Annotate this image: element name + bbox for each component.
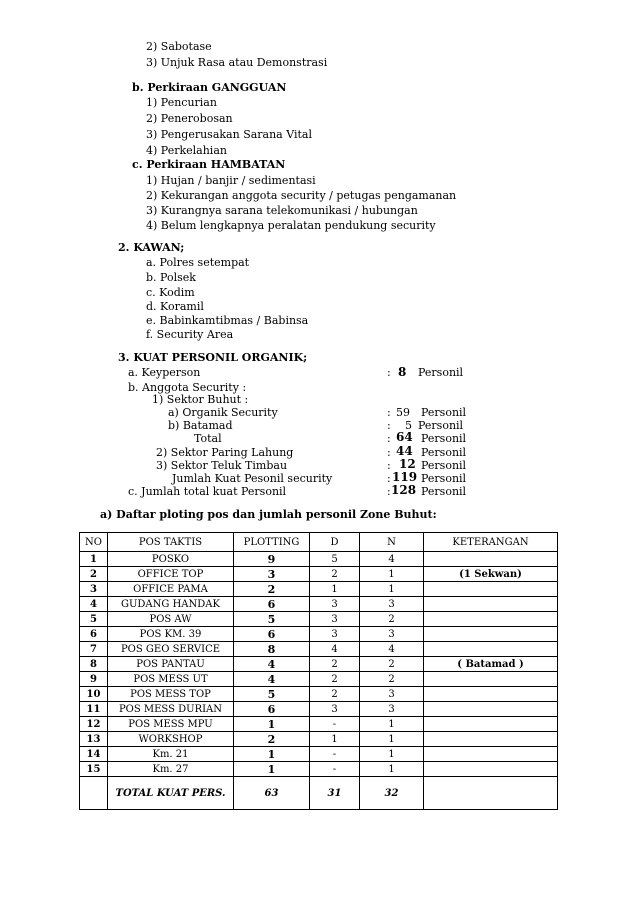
table-row	[80, 717, 558, 732]
cell-plotting: 6	[234, 627, 310, 642]
table-row	[80, 687, 558, 702]
cell-plotting: 5	[234, 687, 310, 702]
personil-colon: :	[387, 419, 391, 432]
personil-label: b) Batamad	[168, 419, 233, 432]
cell-d: 4	[310, 642, 360, 657]
cell-plotting: 1	[234, 747, 310, 762]
col-header-pos: POS TAKTIS	[108, 533, 234, 552]
list-item: a. Polres setempat	[146, 256, 250, 269]
cell-keterangan	[424, 747, 558, 762]
cell-pos: POS GEO SERVICE	[108, 642, 234, 657]
list-item: 3) Pengerusakan Sarana Vital	[146, 128, 313, 141]
cell-d: 2	[310, 687, 360, 702]
personil-colon: :	[387, 485, 391, 498]
table-row	[80, 567, 558, 582]
list-item: 4) Perkelahian	[146, 144, 227, 157]
personil-unit: Personil	[421, 485, 467, 498]
table-row	[80, 657, 558, 672]
cell-n: 1	[360, 717, 424, 732]
cell-pos: WORKSHOP	[108, 732, 234, 747]
personil-label: a) Organik Security	[168, 406, 278, 419]
cell-no: 8	[80, 657, 108, 672]
cell-no: 12	[80, 717, 108, 732]
cell-d: -	[310, 747, 360, 762]
cell-keterangan	[424, 702, 558, 717]
cell-pos: POS KM. 39	[108, 627, 234, 642]
cell-pos: POS MESS UT	[108, 672, 234, 687]
section-heading-hambatan: c. Perkiraan HAMBATAN	[132, 158, 286, 171]
cell-no: 7	[80, 642, 108, 657]
list-item: 3) Unjuk Rasa atau Demonstrasi	[146, 56, 328, 69]
cell-d: 1	[310, 732, 360, 747]
table-row	[80, 552, 558, 567]
cell-no: 5	[80, 612, 108, 627]
cell-n: 3	[360, 627, 424, 642]
cell-d: 2	[310, 672, 360, 687]
personil-unit: Personil	[421, 446, 467, 459]
cell-d: 3	[310, 627, 360, 642]
cell-n: 2	[360, 612, 424, 627]
cell-pos: Km. 27	[108, 762, 234, 777]
personil-value: 8	[398, 365, 407, 379]
total-label: TOTAL KUAT PERS.	[108, 777, 234, 810]
cell-pos: GUDANG HANDAK	[108, 597, 234, 612]
cell-plotting: 1	[234, 717, 310, 732]
personil-label: c. Jumlah total kuat Personil	[128, 485, 287, 498]
personil-colon: :	[387, 472, 391, 485]
cell-no: 2	[80, 567, 108, 582]
total-plotting: 63	[234, 777, 310, 810]
personil-colon: :	[387, 406, 391, 419]
table-row	[80, 747, 558, 762]
cell-d: 2	[310, 657, 360, 672]
cell-pos: OFFICE TOP	[108, 567, 234, 582]
cell-d: 1	[310, 582, 360, 597]
personil-colon: :	[387, 459, 391, 472]
list-item: d. Koramil	[146, 300, 204, 313]
personil-unit: Personil	[418, 366, 464, 379]
cell-n: 1	[360, 567, 424, 582]
cell-keterangan	[424, 552, 558, 567]
cell-plotting: 2	[234, 582, 310, 597]
cell-pos: POS MESS TOP	[108, 687, 234, 702]
col-header-keterangan: KETERANGAN	[424, 533, 558, 552]
personil-unit: Personil	[418, 419, 464, 432]
col-header-no: NO	[80, 533, 108, 552]
cell-no: 4	[80, 597, 108, 612]
table-row	[80, 672, 558, 687]
cell-d: -	[310, 762, 360, 777]
cell-pos: POS MESS DURIAN	[108, 702, 234, 717]
cell-n: 4	[360, 642, 424, 657]
cell-plotting: 5	[234, 612, 310, 627]
personil-unit: Personil	[421, 472, 467, 485]
personil-label: Total	[194, 432, 222, 445]
section-heading-kuat-personil: 3. KUAT PERSONIL ORGANIK;	[118, 351, 308, 364]
personil-value: 128	[391, 483, 417, 497]
list-item: f. Security Area	[146, 328, 234, 341]
cell-no: 3	[80, 582, 108, 597]
personil-unit: Personil	[421, 406, 467, 419]
cell-no: 13	[80, 732, 108, 747]
cell-n: 2	[360, 672, 424, 687]
table-row	[80, 642, 558, 657]
cell-d: 3	[310, 702, 360, 717]
table-row	[80, 612, 558, 627]
list-item: c. Kodim	[146, 286, 195, 299]
cell-plotting: 1	[234, 762, 310, 777]
list-item: 4) Belum lengkapnya peralatan pendukung security	[146, 219, 436, 232]
table-row	[80, 627, 558, 642]
plotting-table	[79, 532, 558, 810]
cell-plotting: 2	[234, 732, 310, 747]
cell-n: 3	[360, 702, 424, 717]
cell-n: 2	[360, 657, 424, 672]
cell-d: 2	[310, 567, 360, 582]
cell-no	[80, 777, 108, 810]
cell-plotting: 8	[234, 642, 310, 657]
personil-label: 1) Sektor Buhut :	[152, 393, 249, 406]
personil-value: 119	[392, 470, 418, 484]
cell-n: 1	[360, 732, 424, 747]
cell-keterangan: ( Batamad )	[424, 657, 558, 672]
table-row	[80, 702, 558, 717]
table-row	[80, 762, 558, 777]
personil-colon: :	[387, 446, 391, 459]
cell-keterangan	[424, 717, 558, 732]
cell-plotting: 6	[234, 702, 310, 717]
cell-no: 9	[80, 672, 108, 687]
cell-keterangan	[424, 612, 558, 627]
cell-no: 15	[80, 762, 108, 777]
personil-label: 3) Sektor Teluk Timbau	[156, 459, 288, 472]
cell-no: 14	[80, 747, 108, 762]
list-item: 1) Pencurian	[146, 96, 217, 109]
cell-n: 1	[360, 762, 424, 777]
table-total-row	[80, 777, 558, 810]
cell-plotting: 3	[234, 567, 310, 582]
table-row	[80, 597, 558, 612]
personil-value: 44	[396, 444, 413, 458]
personil-value: 12	[399, 457, 416, 471]
table-row	[80, 582, 558, 597]
total-n: 32	[360, 777, 424, 810]
cell-d: -	[310, 717, 360, 732]
cell-d: 5	[310, 552, 360, 567]
list-item: 2) Sabotase	[146, 40, 212, 53]
personil-colon: :	[387, 366, 391, 379]
personil-label: 2) Sektor Paring Lahung	[156, 446, 294, 459]
cell-pos: POS MESS MPU	[108, 717, 234, 732]
personil-value: 59	[396, 406, 410, 419]
personil-label: Jumlah Kuat Pesonil security	[172, 472, 333, 485]
cell-pos: Km. 21	[108, 747, 234, 762]
total-d: 31	[310, 777, 360, 810]
cell-keterangan	[424, 732, 558, 747]
personil-unit: Personil	[421, 432, 467, 445]
cell-d: 3	[310, 612, 360, 627]
section-heading-kawan: 2. KAWAN;	[118, 241, 185, 254]
cell-d: 3	[310, 597, 360, 612]
cell-pos: OFFICE PAMA	[108, 582, 234, 597]
cell-no: 6	[80, 627, 108, 642]
cell-n: 1	[360, 747, 424, 762]
col-header-d: D	[310, 533, 360, 552]
cell-keterangan	[424, 582, 558, 597]
table-caption: a) Daftar ploting pos dan jumlah personil Zone Buhut:	[100, 508, 437, 521]
col-header-n: N	[360, 533, 424, 552]
cell-n: 1	[360, 582, 424, 597]
cell-plotting: 9	[234, 552, 310, 567]
cell-pos: POS PANTAU	[108, 657, 234, 672]
cell-no: 1	[80, 552, 108, 567]
list-item: 2) Kekurangan anggota security / petugas pengamanan	[146, 189, 457, 202]
cell-keterangan	[424, 642, 558, 657]
list-item: 3) Kurangnya sarana telekomunikasi / hubungan	[146, 204, 418, 217]
personil-label: b. Anggota Security :	[128, 381, 247, 394]
cell-keterangan	[424, 672, 558, 687]
personil-colon: :	[387, 432, 391, 445]
cell-keterangan	[424, 762, 558, 777]
cell-no: 10	[80, 687, 108, 702]
cell-no: 11	[80, 702, 108, 717]
list-item: 2) Penerobosan	[146, 112, 233, 125]
cell-keterangan	[424, 777, 558, 810]
cell-pos: POSKO	[108, 552, 234, 567]
cell-plotting: 6	[234, 597, 310, 612]
cell-n: 3	[360, 597, 424, 612]
table-row	[80, 732, 558, 747]
section-heading-gangguan: b. Perkiraan GANGGUAN	[132, 81, 287, 94]
personil-value: 64	[396, 430, 413, 444]
table-header-row	[80, 533, 558, 552]
col-header-plotting: PLOTTING	[234, 533, 310, 552]
cell-keterangan: (1 Sekwan)	[424, 567, 558, 582]
cell-plotting: 4	[234, 657, 310, 672]
cell-n: 4	[360, 552, 424, 567]
personil-value: 5	[405, 419, 412, 432]
cell-keterangan	[424, 627, 558, 642]
personil-label: a. Keyperson	[128, 366, 201, 379]
list-item: b. Polsek	[146, 271, 196, 284]
list-item: e. Babinkamtibmas / Babinsa	[146, 314, 309, 327]
cell-pos: POS AW	[108, 612, 234, 627]
list-item: 1) Hujan / banjir / sedimentasi	[146, 174, 316, 187]
cell-plotting: 4	[234, 672, 310, 687]
cell-keterangan	[424, 687, 558, 702]
cell-keterangan	[424, 597, 558, 612]
cell-n: 3	[360, 687, 424, 702]
personil-unit: Personil	[421, 459, 467, 472]
